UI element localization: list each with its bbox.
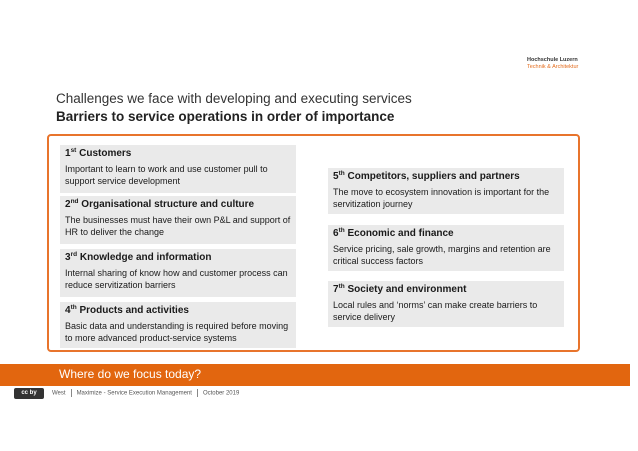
barrier-card-7 bbox=[328, 281, 564, 327]
footer-author: West bbox=[52, 390, 66, 397]
barrier-description: Basic data and understanding is required before moving to more advanced product-service systems bbox=[65, 321, 289, 343]
footer bbox=[52, 389, 239, 397]
barrier-card-2 bbox=[60, 196, 296, 244]
footer-project: Maximize - Service Execution Management bbox=[76, 390, 192, 397]
barrier-heading: 5th Competitors, suppliers and partners bbox=[333, 170, 520, 182]
barrier-description: Internal sharing of know how and customer process can reduce servitization barriers bbox=[65, 268, 288, 290]
barrier-card-3 bbox=[60, 249, 296, 297]
barrier-description: Important to learn to work and use customer pull to support service development bbox=[65, 164, 268, 186]
barrier-description: The move to ecosystem innovation is important for the servitization journey bbox=[333, 187, 550, 209]
slide-subtitle: Barriers to service operations in order of importance bbox=[56, 109, 395, 124]
barrier-card-6 bbox=[328, 225, 564, 271]
barrier-card-4 bbox=[60, 302, 296, 348]
footer-date: October 2019 bbox=[202, 390, 240, 397]
slide-title: Challenges we face with developing and executing services bbox=[56, 91, 412, 106]
barrier-heading: 4th Products and activities bbox=[65, 304, 189, 316]
barrier-description: Local rules and ‘norms’ can make create barriers to service delivery bbox=[333, 300, 538, 322]
logo-line-2: Technik & Architektur bbox=[527, 63, 579, 70]
footer-divider bbox=[71, 389, 72, 397]
barrier-heading: 3rd Knowledge and information bbox=[65, 251, 212, 263]
barrier-card-1 bbox=[60, 145, 296, 193]
barrier-description: The businesses must have their own P&L and support of HR to deliver the change bbox=[65, 215, 291, 237]
logo-line-1: Hochschule Luzern bbox=[527, 57, 578, 63]
barrier-card-5 bbox=[328, 168, 564, 214]
barrier-description: Service pricing, sale growth, margins and retention are critical success factors bbox=[333, 244, 551, 266]
barrier-heading: 7th Society and environment bbox=[333, 283, 467, 295]
banner-text: Where do we focus today? bbox=[59, 367, 202, 381]
barrier-heading: 1st Customers bbox=[65, 147, 132, 159]
focus-banner bbox=[0, 364, 630, 386]
footer-divider bbox=[197, 389, 198, 397]
barrier-heading: 2nd Organisational structure and culture bbox=[65, 198, 255, 210]
license-badge: cc by bbox=[14, 388, 44, 399]
barrier-heading: 6th Economic and finance bbox=[333, 227, 454, 239]
university-logo bbox=[527, 57, 578, 70]
